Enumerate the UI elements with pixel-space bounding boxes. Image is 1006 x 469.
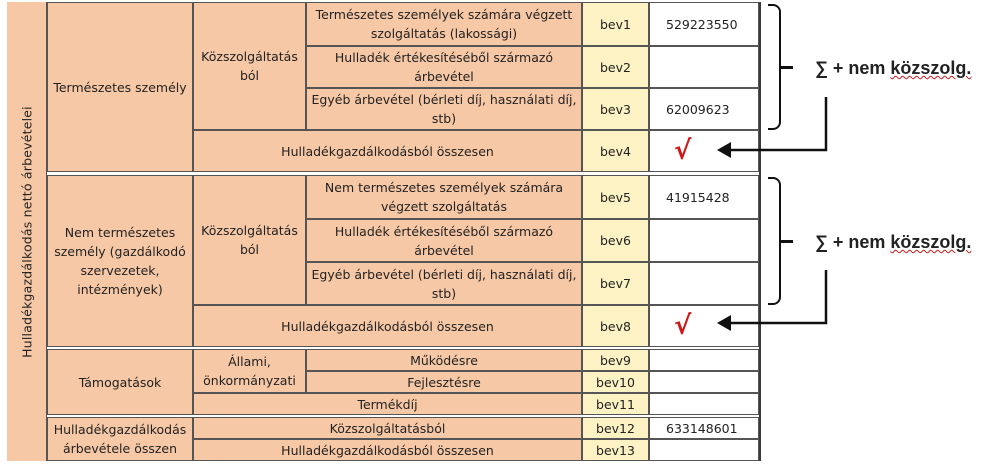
bottom-sum-annotation <box>815 232 971 253</box>
row-value-bev6[interactable] <box>649 219 759 262</box>
subgroup-kozszolgaltatas-2: Közszolgáltatás ból <box>193 175 306 305</box>
bottom-brace-tick <box>779 240 793 243</box>
top-sum-annotation <box>815 58 971 79</box>
row-value-bev10[interactable] <box>649 371 759 393</box>
row-label-bev13: Hulladékgazdálkodásból összesen <box>193 439 582 461</box>
row-code-bev1: bev1 <box>582 2 649 46</box>
top-sum-word: közszolg. <box>890 58 972 78</box>
row-code-bev10: bev10 <box>582 371 649 393</box>
sidebar-label-cell <box>7 2 47 461</box>
row-value-bev2[interactable] <box>649 46 759 88</box>
subgroup-kozszolgaltatas-1: Közszolgáltatás ból <box>193 2 306 130</box>
row-label-bev10: Fejlesztésre <box>306 371 582 393</box>
row-value-bev3[interactable]: 62009623 <box>649 88 759 130</box>
bottom-sum-word: közszolg. <box>890 232 972 252</box>
row-code-bev11: bev11 <box>582 393 649 415</box>
row-value-bev13[interactable] <box>649 439 759 461</box>
row-code-bev9: bev9 <box>582 349 649 371</box>
row-label-bev4: Hulladékgazdálkodásból összesen <box>193 130 582 172</box>
row-label-bev7: Egyéb árbevétel (bérleti díj, használati díj, stb) <box>306 262 582 305</box>
top-arrow-icon <box>715 95 835 160</box>
row-value-bev4[interactable]: √ <box>649 130 759 172</box>
row-label-bev12: Közszolgáltatásból <box>193 417 582 439</box>
group-non-natural-person: Nem természetes személy (gazdálkodó szervezetek, intézmények) <box>47 175 193 347</box>
row-label-bev11: Termékdíj <box>193 393 582 415</box>
row-label-bev8: Hulladékgazdálkodásból összesen <box>193 305 582 347</box>
row-code-bev2: bev2 <box>582 46 649 88</box>
row-value-bev12[interactable]: 633148601 <box>649 417 759 439</box>
row-label-bev9: Működésre <box>306 349 582 371</box>
top-brace-tick <box>779 66 793 69</box>
sidebar-label: Hulladékgazdálkodás nettó árbevételei <box>19 105 34 358</box>
row-code-bev6: bev6 <box>582 219 649 262</box>
row-code-bev8: bev8 <box>582 305 649 347</box>
row-code-bev7: bev7 <box>582 262 649 305</box>
row-value-bev8[interactable]: √ <box>649 305 759 347</box>
top-sum-text: ∑ + nem <box>815 58 886 78</box>
row-value-bev11[interactable] <box>649 393 759 415</box>
bottom-sum-text: ∑ + nem <box>815 232 886 252</box>
row-code-bev12: bev12 <box>582 417 649 439</box>
row-code-bev4: bev4 <box>582 130 649 172</box>
row-label-bev1: Természetes személyek számára végzett szolgáltatás (lakossági) <box>306 2 582 46</box>
group-total: Hulladékgazdálkodás árbevétele összen <box>47 417 193 461</box>
row-label-bev6: Hulladék értékesítéséből származó árbevétel <box>306 219 582 262</box>
row-value-bev5[interactable]: 41915428 <box>649 175 759 219</box>
row-label-bev5: Nem természetes személyek számára végzett szolgáltatás <box>306 175 582 219</box>
group-support: Támogatások <box>47 349 193 415</box>
row-value-bev1[interactable]: 529223550 <box>649 2 759 46</box>
subgroup-allami: Állami, önkormányzati <box>193 349 306 393</box>
row-code-bev3: bev3 <box>582 88 649 130</box>
row-code-bev13: bev13 <box>582 439 649 461</box>
bottom-arrow-icon <box>715 268 835 333</box>
row-code-bev5: bev5 <box>582 175 649 219</box>
row-label-bev2: Hulladék értékesítéséből származó árbevétel <box>306 46 582 88</box>
row-label-bev3: Egyéb árbevétel (bérleti díj, használati díj, stb) <box>306 88 582 130</box>
row-value-bev9[interactable] <box>649 349 759 371</box>
group-natural-person: Természetes személy <box>47 2 193 172</box>
